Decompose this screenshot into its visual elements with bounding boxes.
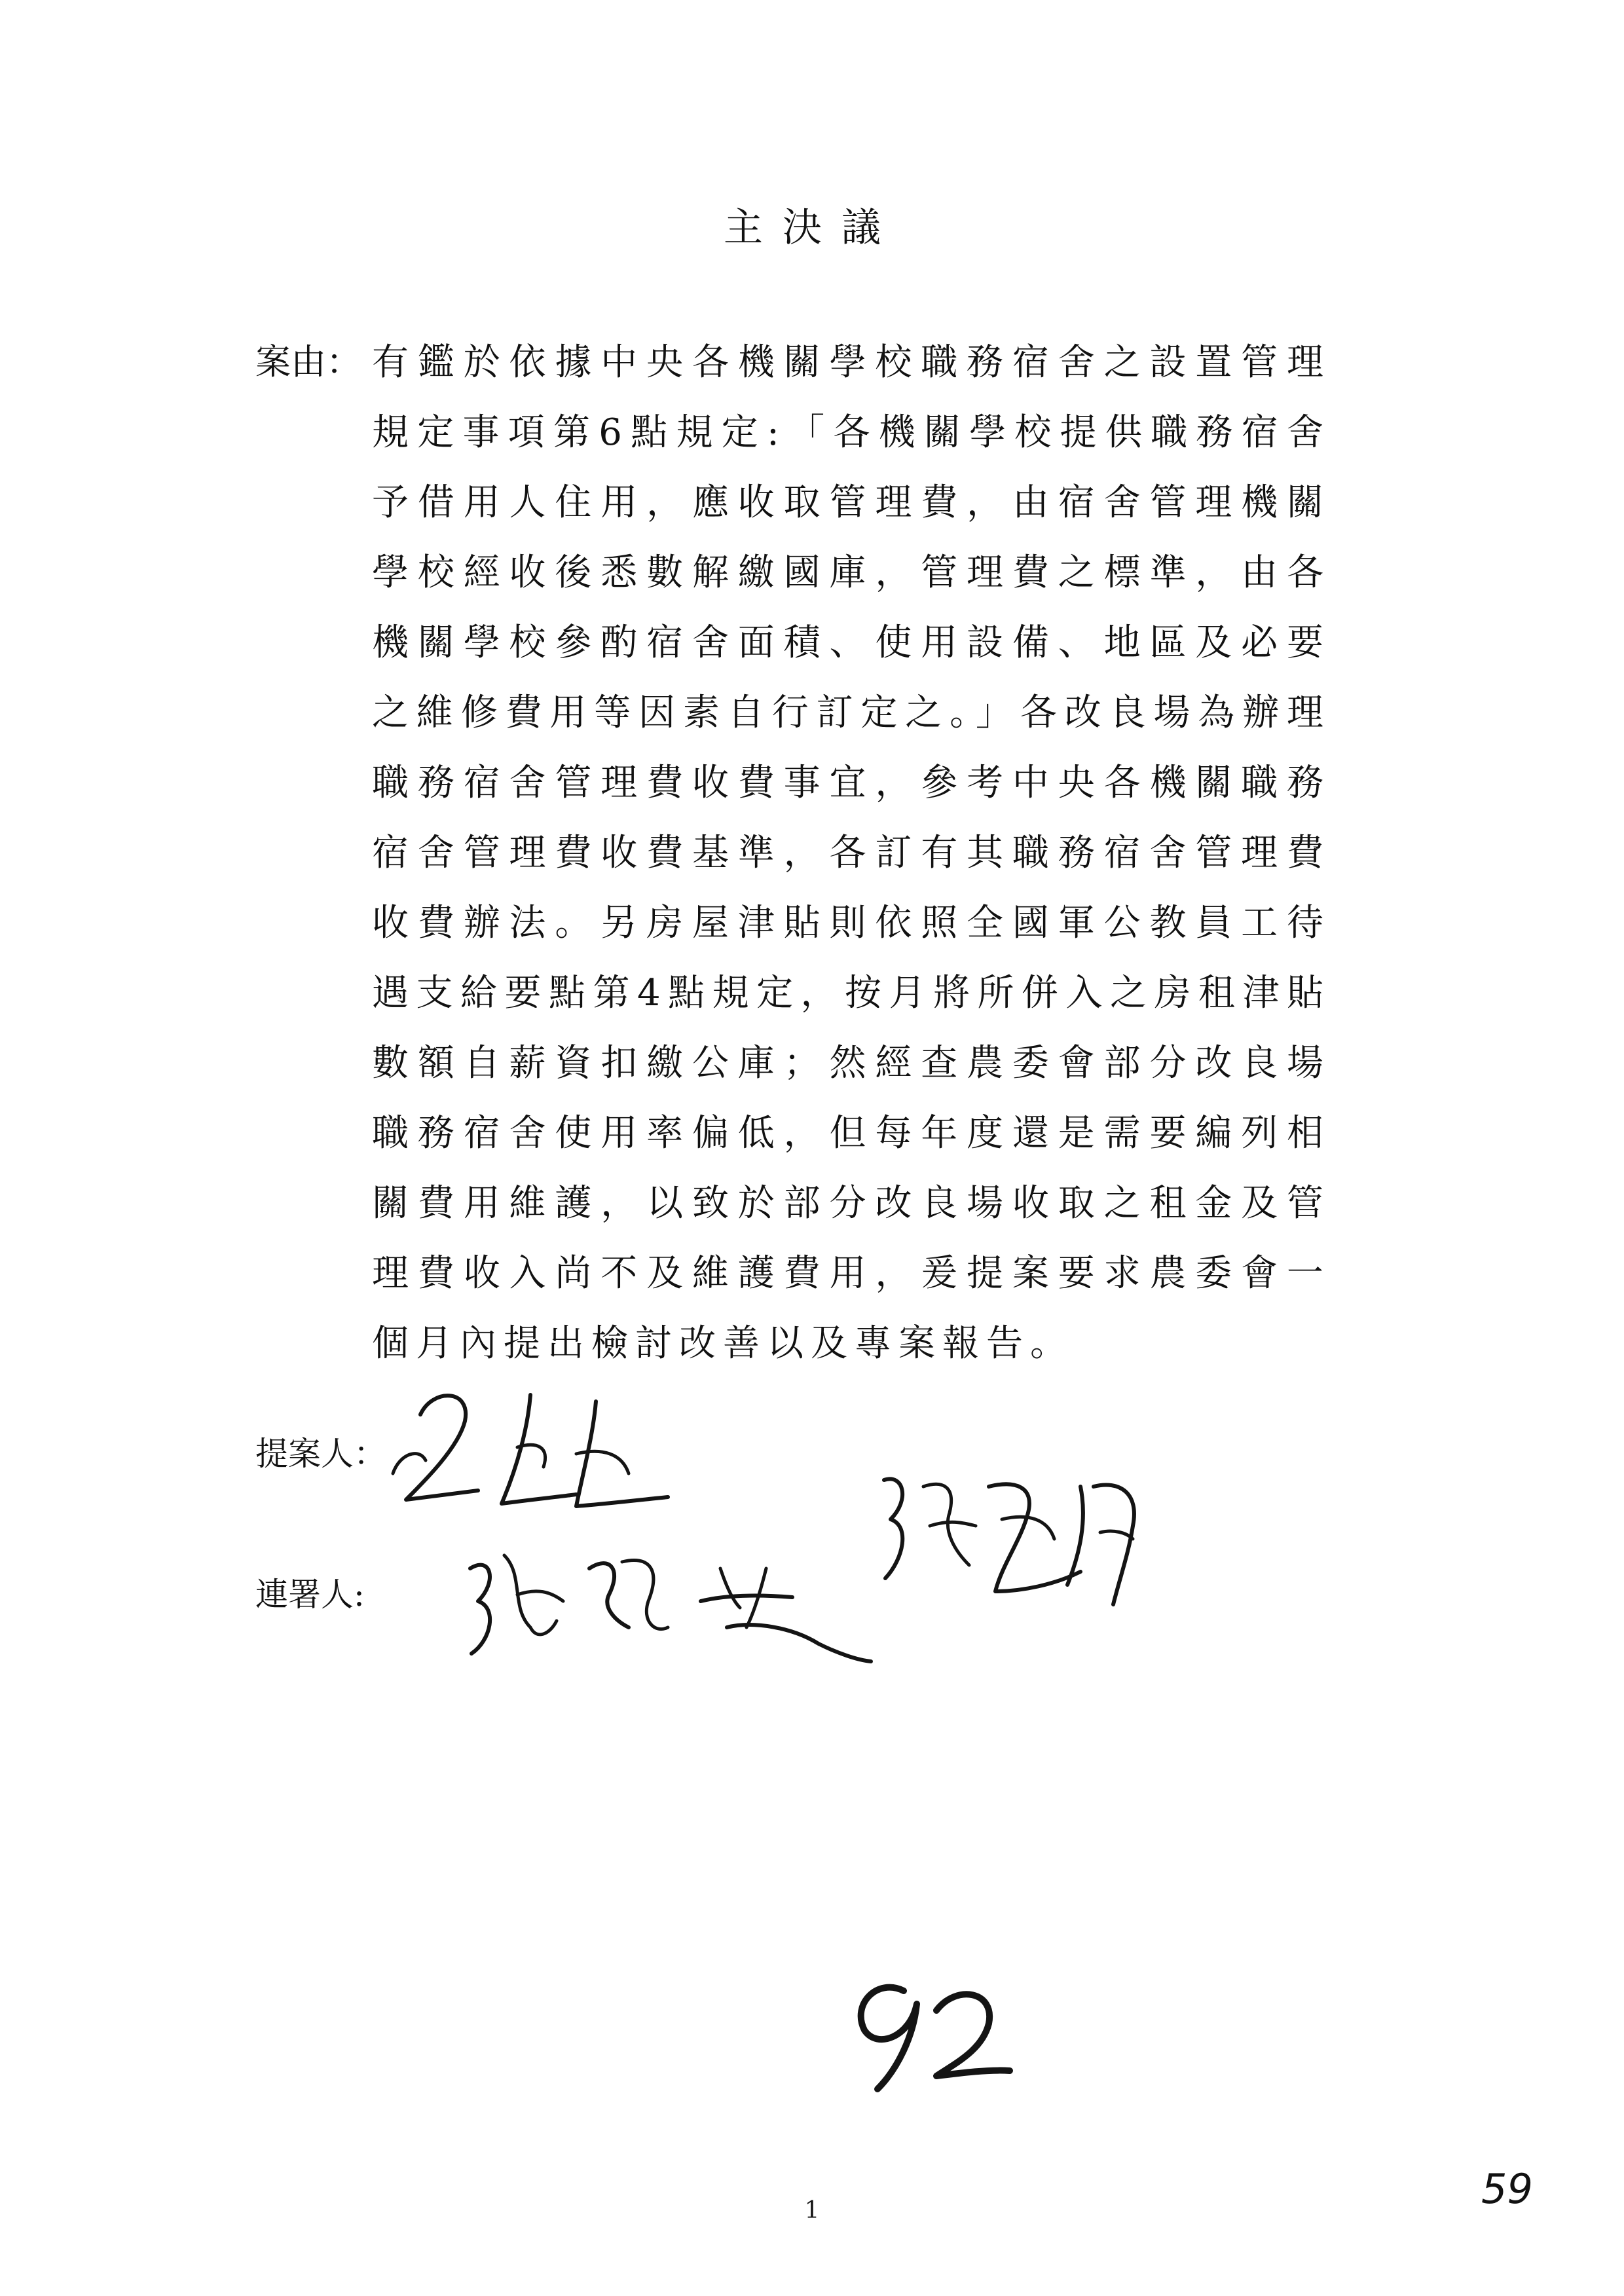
page-number: 1 xyxy=(804,2197,820,2224)
case-label: 案由： xyxy=(255,341,361,382)
cosigner-label: 連署人: xyxy=(255,1576,365,1614)
cosigner-signature-2 xyxy=(871,1460,1153,1624)
corner-number: 59 xyxy=(1481,2165,1533,2213)
handwritten-number xyxy=(838,1965,1015,2096)
document-title: 主決議 xyxy=(724,205,900,251)
proposer-label: 提案人： xyxy=(255,1435,386,1473)
cosigner-signature-1 xyxy=(452,1529,877,1680)
case-text: 有鑑於依據中央各機關學校職務宿舍之設置管理規定事項第6點規定:「各機關學校提供職務宿舍予借用人住用，應收取管理費，由宿舍管理機關學校經收後悉數解繳國庫，管理費之標準，由各機關學校參酌宿舍面積、使用設備、地區及必要之維修費用等因素自行訂定之。」各改良場為辦理職務宿舍管理費收費事宜，參考中央各機關職務宿舍管理費收費基準，各訂有其職務宿舍管理費收費辦法。另房屋津貼則依照全國軍公教員工待遇支給要點第4點規定，按月將所併入之房租津貼數額自薪資扣繳公庫；然經查農委會部分改良場職務宿舍使用率偏低，但每年度還是需要編列相關費用維護，以致於部分改良場收取之租金及管理費收入尚不及維護費用，爰提案要求農委會一個月內提出檢討改善以及專案報告。 xyxy=(372,341,1331,1365)
proposer-signature xyxy=(380,1375,681,1526)
